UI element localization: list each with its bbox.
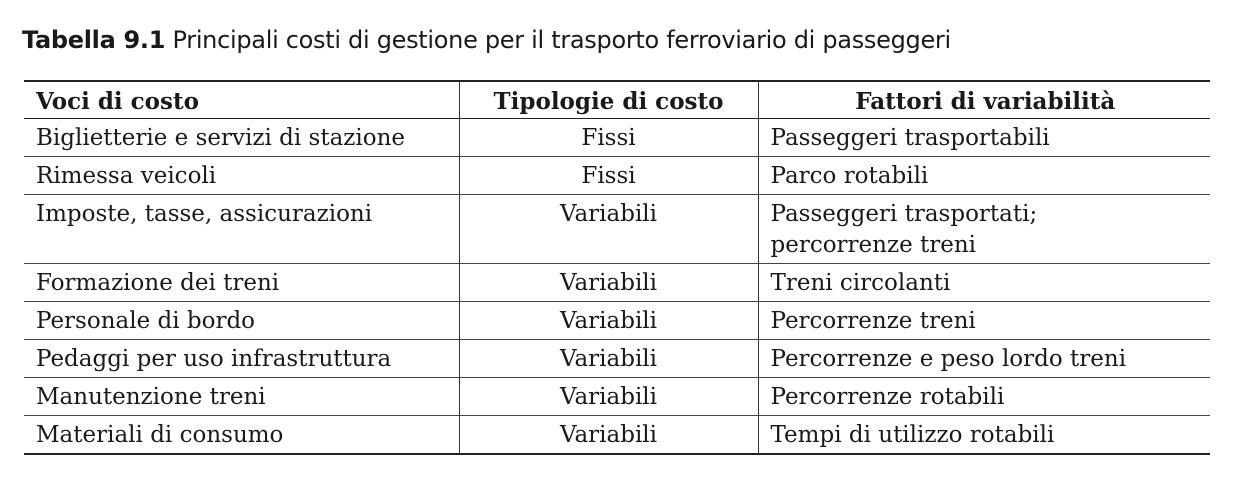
cell-fattori-line: Passeggeri trasportabili (770, 125, 1050, 151)
cell-fattori (758, 378, 1210, 416)
header-fattori-di-variabilita: Fattori di variabilità (855, 88, 1116, 115)
cell-fattori (758, 302, 1210, 340)
table-caption (22, 26, 951, 54)
caption-text: Principali costi di gestione per il trasporto ferroviario di passeggeri (172, 26, 951, 54)
table-row (24, 378, 1210, 416)
cell-fattori-line: Treni circolanti (770, 270, 951, 296)
table-row (24, 302, 1210, 340)
cell-fattori-line: Percorrenze treni (770, 308, 976, 334)
cell-fattori-line: percorrenze treni (770, 232, 977, 258)
cell-tipologia: Fissi (459, 157, 758, 195)
header-voci-di-costo: Voci di costo (24, 81, 459, 119)
table-row (24, 264, 1210, 302)
table-row (24, 195, 1210, 264)
cell-fattori-line: Parco rotabili (770, 163, 929, 189)
cell-voce: Formazione dei treni (24, 264, 459, 302)
cell-tipologia: Fissi (459, 119, 758, 157)
cell-fattori (758, 416, 1210, 455)
table-body (24, 119, 1210, 455)
cell-voce: Manutenzione treni (24, 378, 459, 416)
cell-voce: Biglietterie e servizi di stazione (24, 119, 459, 157)
table-row (24, 157, 1210, 195)
cell-voce: Pedaggi per uso infrastruttura (24, 340, 459, 378)
cell-tipologia: Variabili (459, 340, 758, 378)
cell-tipologia: Variabili (459, 302, 758, 340)
table-row (24, 119, 1210, 157)
cell-fattori (758, 264, 1210, 302)
cell-tipologia: Variabili (459, 378, 758, 416)
cell-tipologia: Variabili (459, 195, 758, 264)
cell-tipologia: Variabili (459, 416, 758, 455)
table-header-row (24, 81, 1210, 119)
cell-fattori-line: Tempi di utilizzo rotabili (770, 422, 1055, 448)
cell-voce: Rimessa veicoli (24, 157, 459, 195)
cell-fattori-line: Percorrenze rotabili (770, 384, 1005, 410)
cell-fattori (758, 119, 1210, 157)
cell-voce: Materiali di consumo (24, 416, 459, 455)
cost-table-container (24, 80, 1210, 455)
cell-fattori (758, 195, 1210, 264)
caption-label: Tabella 9.1 (22, 26, 166, 54)
cell-voce: Imposte, tasse, assicurazioni (24, 195, 459, 264)
cell-fattori (758, 157, 1210, 195)
cell-fattori (758, 340, 1210, 378)
cost-table (24, 80, 1210, 455)
table-row (24, 416, 1210, 455)
cell-fattori-line: Passeggeri trasportati; (770, 201, 1038, 227)
header-tipologie-di-costo: Tipologie di costo (459, 81, 758, 119)
cell-voce: Personale di bordo (24, 302, 459, 340)
cell-tipologia: Variabili (459, 264, 758, 302)
table-row (24, 340, 1210, 378)
cell-fattori-line: Percorrenze e peso lordo treni (770, 346, 1127, 372)
